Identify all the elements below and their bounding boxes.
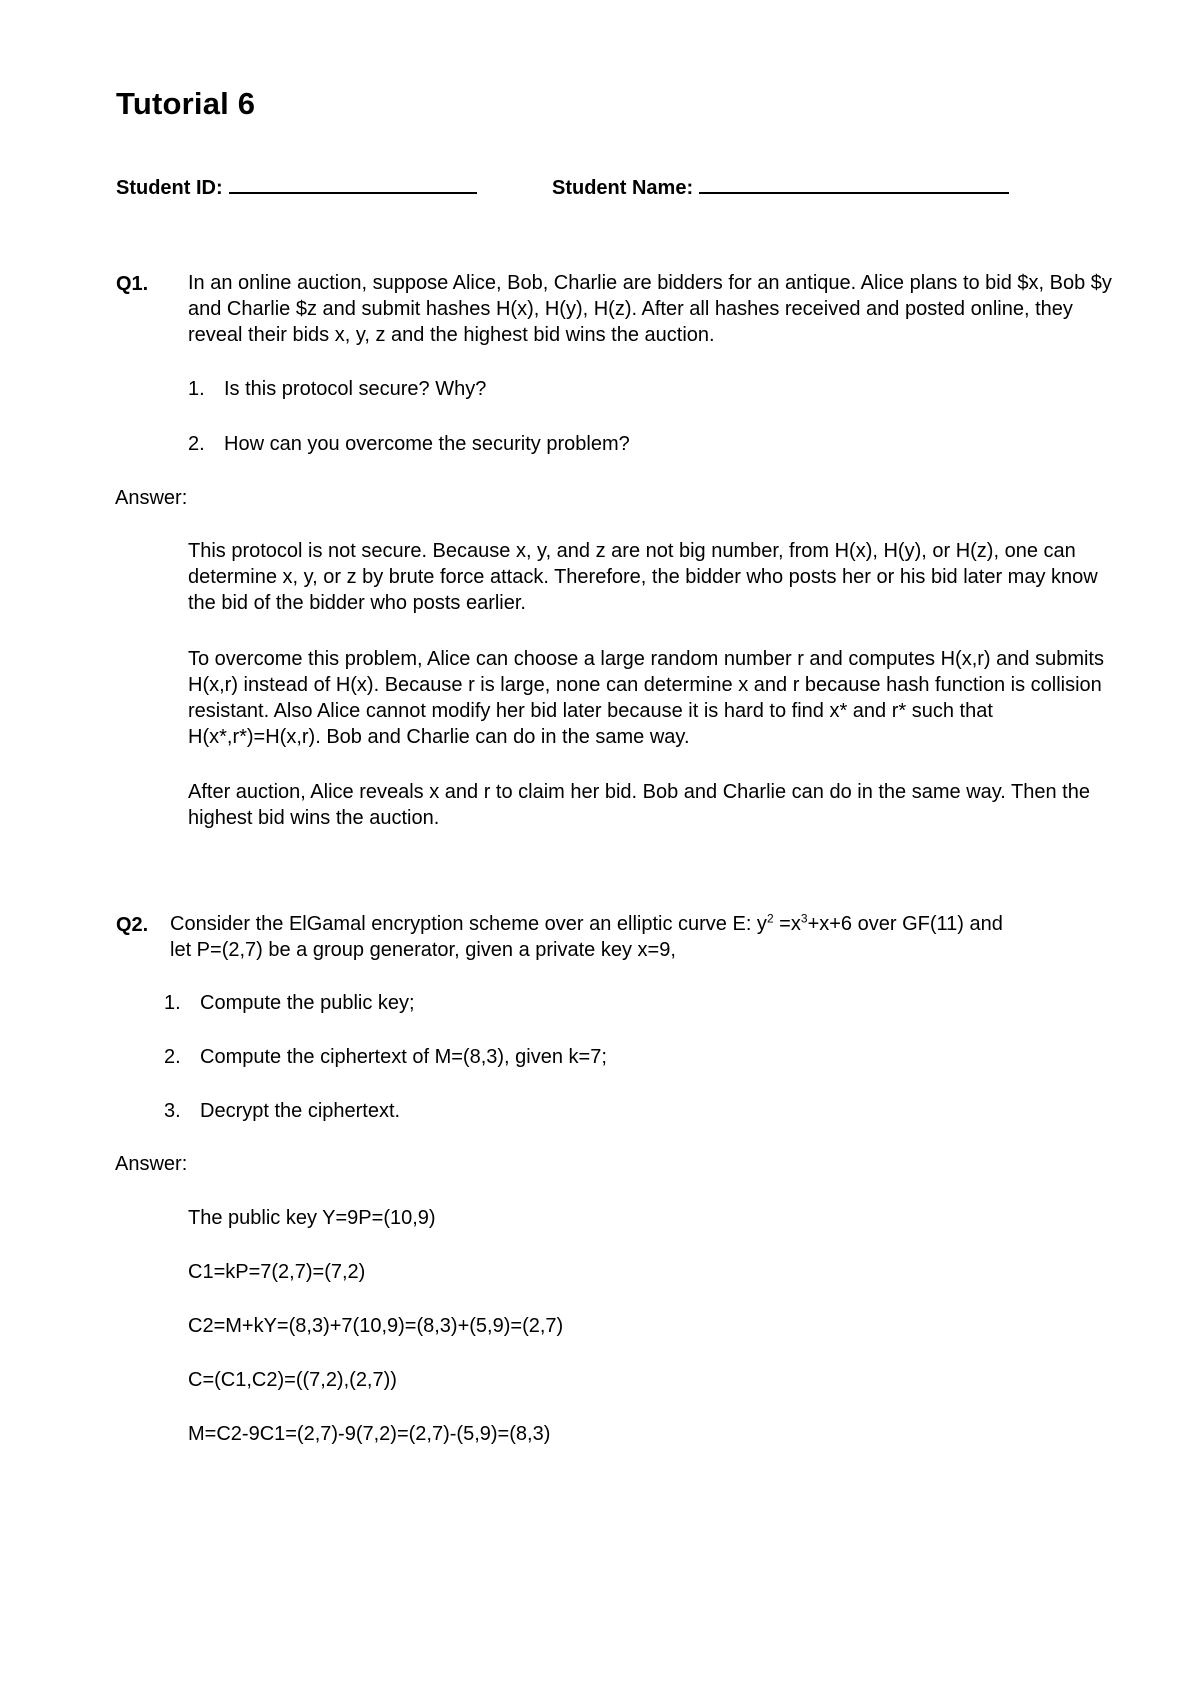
q2-answer-line-3: C2=M+kY=(8,3)+7(10,9)=(8,3)+(5,9)=(2,7) bbox=[188, 1315, 564, 1337]
q1-item-1 bbox=[188, 376, 486, 402]
q1-answer-paragraph-1: This protocol is not secure. Because x, y, and z are not big number, from H(x), H(y), or H(z), one can determine x, y, or z by brute force attack. Therefore, the bidder who posts her or his bid later may know the bid of the bidder who posts earlier. bbox=[188, 540, 1098, 614]
q2-item-1-num: 1. bbox=[164, 992, 181, 1014]
q2-item-2-text: Compute the ciphertext of M=(8,3), given k=7; bbox=[200, 1046, 607, 1068]
student-id-blank bbox=[229, 192, 477, 194]
q2-answer-line-4: C=(C1,C2)=((7,2),(2,7)) bbox=[188, 1369, 397, 1391]
q1-answer-paragraph-3: After auction, Alice reveals x and r to claim her bid. Bob and Charlie can do in the same way. Then the highest bid wins the auction. bbox=[188, 781, 1090, 829]
q2-answer-line-2: C1=kP=7(2,7)=(7,2) bbox=[188, 1261, 366, 1283]
student-id-label: Student ID: bbox=[116, 177, 223, 199]
q1-item-2-num: 2. bbox=[188, 433, 205, 455]
q1-text: In an online auction, suppose Alice, Bob, Charlie are bidders for an antique. Alice plans to bid $x, Bob $y and Charlie $z and submit hashes H(x), H(y), H(z). After all hashes received and posted online, they reveal their bids x, y, z and the highest bid wins the auction. bbox=[188, 272, 1112, 346]
q2-text-part-1: Consider the ElGamal encryption scheme over an elliptic curve E: y bbox=[170, 913, 767, 935]
q2-text-line-2: let P=(2,7) be a group generator, given a private key x=9, bbox=[170, 939, 676, 961]
q2-text-part-2: =x bbox=[773, 913, 801, 935]
student-name-label: Student Name: bbox=[552, 177, 694, 199]
q2-item-2-num: 2. bbox=[164, 1046, 181, 1068]
q2-answer-line-5: M=C2-9C1=(2,7)-9(7,2)=(2,7)-(5,9)=(8,3) bbox=[188, 1423, 551, 1445]
q2-text-part-3: +x+6 over GF(11) and bbox=[807, 913, 1003, 935]
q2-item-1-text: Compute the public key; bbox=[200, 992, 415, 1014]
q2-item-3 bbox=[164, 1098, 400, 1124]
q2-item-2 bbox=[164, 1044, 607, 1070]
student-name-blank bbox=[699, 192, 1009, 194]
q2-answer-label: Answer: bbox=[115, 1153, 188, 1175]
q1-item-2 bbox=[188, 431, 630, 457]
q2-label: Q2. bbox=[116, 914, 149, 936]
q1-answer-paragraph-2: To overcome this problem, Alice can choose a large random number r and computes H(x,r) and submits H(x,r) instead of H(x). Because r is large, none can determine x and r because hash function is collision resistant. Also Alice cannot modify her bid later because it is hard to find x* and r* such that H(x*,r*)=H(x,r). Bob and Charlie can do in the same way. bbox=[188, 648, 1104, 748]
q2-item-3-num: 3. bbox=[164, 1100, 181, 1122]
q1-answer-label: Answer: bbox=[115, 487, 188, 509]
q1-label: Q1. bbox=[116, 273, 149, 295]
q2-item-1 bbox=[164, 990, 415, 1016]
q2-item-3-text: Decrypt the ciphertext. bbox=[200, 1100, 401, 1122]
page-title: Tutorial 6 bbox=[116, 86, 256, 121]
student-name-field bbox=[552, 177, 1009, 200]
q2-superscript-2: 3 bbox=[800, 911, 808, 926]
q2-superscript-1: 2 bbox=[766, 911, 774, 926]
q2-answer-line-1: The public key Y=9P=(10,9) bbox=[188, 1207, 436, 1229]
q1-item-2-text: How can you overcome the security problem? bbox=[224, 433, 630, 455]
q1-item-1-text: Is this protocol secure? Why? bbox=[224, 378, 487, 400]
q1-item-1-num: 1. bbox=[188, 378, 205, 400]
q2-text bbox=[170, 911, 1120, 963]
student-id-field bbox=[116, 177, 477, 200]
q2-text-line-1 bbox=[170, 911, 1120, 937]
